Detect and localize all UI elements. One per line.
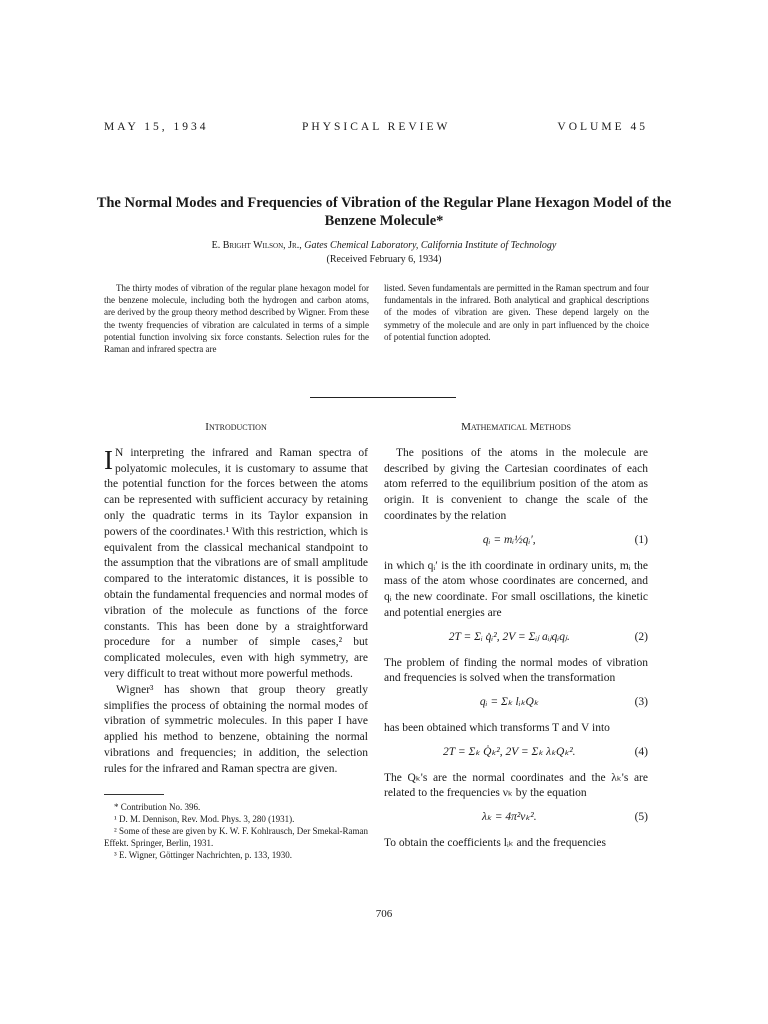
equation-number: (2) [634,630,648,643]
paper-title: The Normal Modes and Frequencies of Vibration of the Regular Plane Hexagon Model of the Benzene Molecule* [96,195,672,229]
equation-expression: λₖ = 4π²νₖ². [481,811,537,824]
author-name: E. Bright Wilson, Jr., [211,240,302,251]
intro-paragraph-1 [104,446,368,683]
equation-expression: qᵢ = mᵢ½qᵢ′, [482,533,536,546]
right-column [384,420,648,852]
received-date: (Received February 6, 1934) [326,254,442,265]
equation-expression: 2T = Σᵢ q̇ᵢ², 2V = Σᵢⱼ aᵢⱼqᵢqⱼ. [448,630,570,643]
equation-2 [384,630,648,646]
footnote-rule [104,794,164,795]
byline [96,239,672,267]
footnote: ² Some of these are given by K. W. F. Kohlrausch, Der Smekal-Raman Effekt. Springer, Berlin, 1931. [104,825,368,849]
methods-paragraph-6: To obtain the coefficients lᵢₖ and the frequencies [384,836,606,849]
footnote: * Contribution No. 396. [114,801,201,812]
equation-number: (1) [634,533,648,546]
abstract-col1: The thirty modes of vibration of the regular plane hexagon model for the benzene molecule, including both the hydrogen and carbon atoms, are derived by the group theory method described by Wigner. From these the twenty frequencies of vibration are calculated in terms of a simple potential function involving six force constants. Selection rules for the Raman and infrared spectra are [104,283,369,355]
header-journal: PHYSICAL REVIEW [302,121,451,133]
footnote: ³ E. Wigner, Göttinger Nachrichten, p. 133, 1930. [114,850,293,861]
intro-p1-text: N interpreting the infrared and Raman spectra of polyatomic molecules, it is customary to assume that the potential function for the forces between the atoms can be represented with sufficient accuracy by retaining only the quadratic terms in its Taylor expansion in powers of the coordinates.¹ With this restriction, which is equivalent from the classical mechanical standpoint to the assumption that the vibrations are of small amplitude compared to the interatomic distances, it is possible to obtain the fundamental frequencies and normal modes of vibration of the molecule as functions of the force constants. This has been done by a straightforward procedure for a number of simple cases,² but complicated molecules, even with high symmetry, are very difficult to treat without more powerful methods. [104,446,368,680]
abstract-col2: listed. Seven fundamentals are permitted in the Raman spectrum and four fundamentals in the infrared. Both analytical and graphical descriptions of the modes of vibration are given. These depend largely on the symmetry of the molecule and are only in part influenced by the choice of potential function adopted. [384,283,649,342]
equation-5 [384,810,648,826]
page-number: 706 [375,908,393,920]
intro-paragraph-2: Wigner³ has shown that group theory greatly simplifies the process of obtaining the normal modes of vibration of symmetric molecules. In this paper I have applied his method to benzene, obtaining the normal vibrations and frequencies; in addition, the selection rules for the infrared and Raman spectra are given. [104,683,368,775]
equation-number: (5) [634,811,648,824]
header-volume: VOLUME 45 [557,121,648,133]
left-column [104,420,368,862]
methods-heading: Mathematical Methods [461,421,571,433]
methods-paragraph-2: in which qᵢ′ is the ith coordinate in ordinary units, mᵢ the mass of the atom whose coordinates are concerned, and qᵢ the new coordinate. For small oscillations, the kinetic and potential energies are [384,559,648,619]
intro-heading: Introduction [205,421,267,433]
equation-expression: qᵢ = Σₖ lᵢₖQₖ [479,696,539,709]
equation-4 [384,745,648,761]
drop-cap: I [104,444,113,475]
equation-3 [384,695,648,711]
methods-paragraph-5: The Qₖ's are the normal coordinates and the λₖ's are related to the frequencies νₖ by the equation [384,771,648,800]
methods-paragraph-4: has been obtained which transforms T and V into [384,721,610,734]
methods-paragraph-3: The problem of finding the normal modes of vibration and frequencies is solved when the transformation [384,656,648,685]
footnote: ¹ D. M. Dennison, Rev. Mod. Phys. 3, 280 (1931). [114,813,295,824]
equation-expression: 2T = Σₖ Q̇ₖ², 2V = Σₖ λₖQₖ². [443,745,576,758]
methods-paragraph-1: The positions of the atoms in the molecule are described by giving the Cartesian coordinates of each atom referred to the equilibrium position of the atom as origin. It is convenient to change the scale of the coordinates by the relation [384,446,648,522]
equation-1 [384,533,648,549]
affiliation: Gates Chemical Laboratory, California Institute of Technology [304,240,557,251]
header-date: MAY 15, 1934 [104,121,209,133]
equation-number: (4) [634,745,648,758]
section-divider [310,397,456,398]
equation-number: (3) [634,696,648,709]
